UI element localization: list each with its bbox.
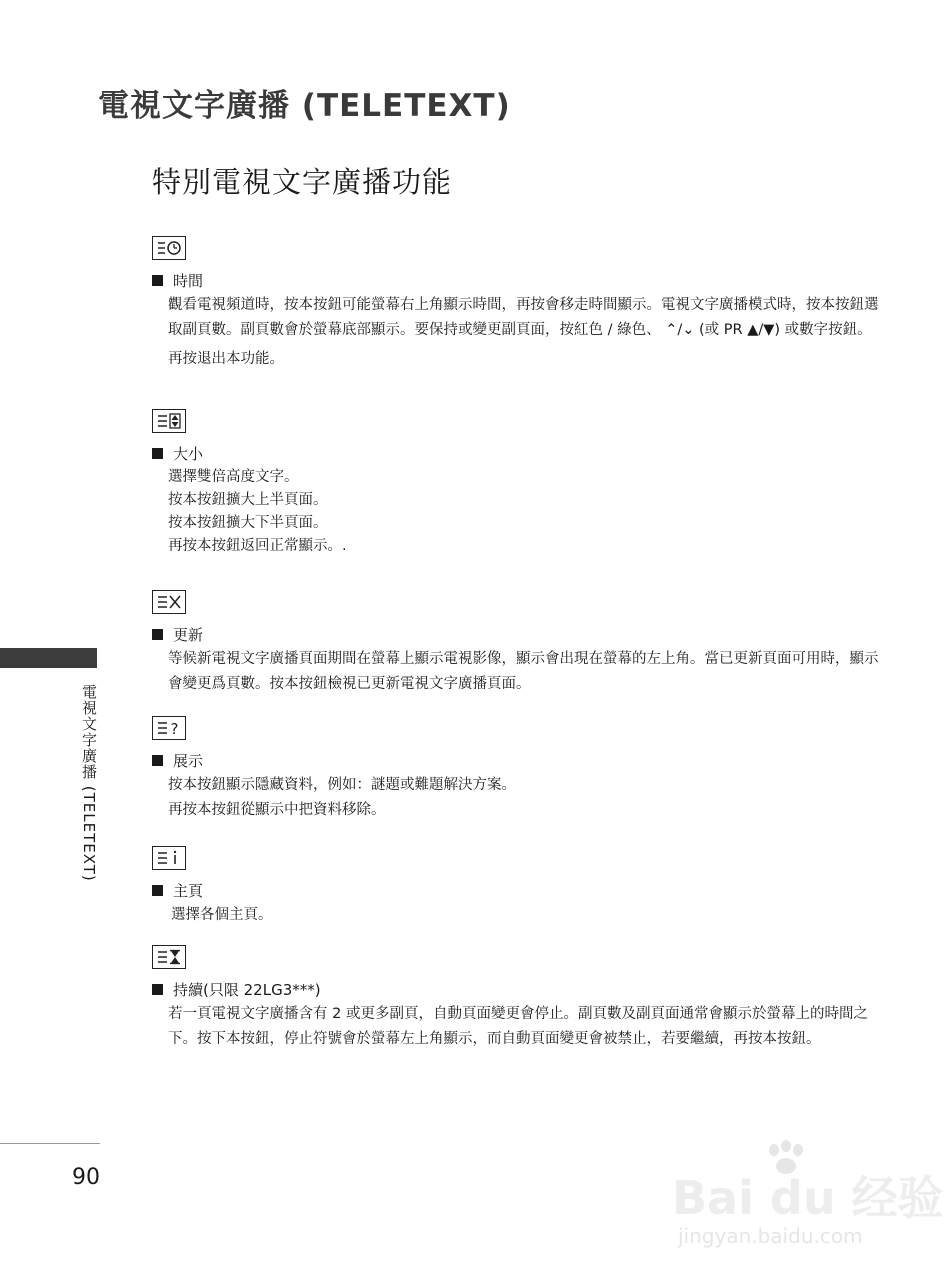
bullet-square-icon bbox=[152, 755, 163, 766]
page-title: 電視文字廣播 (TELETEXT) bbox=[98, 88, 511, 124]
hold-section bbox=[152, 945, 892, 1052]
bullet-square-icon bbox=[152, 885, 163, 896]
chapter-label: 電視文字廣播 (TELETEXT) bbox=[80, 684, 98, 882]
footer-rule bbox=[0, 1143, 100, 1144]
time-section bbox=[152, 236, 892, 372]
reveal-section bbox=[152, 716, 892, 823]
size-button-icon bbox=[152, 409, 186, 433]
size-line: 再按本按鈕返回正常顯示。. bbox=[168, 538, 347, 554]
size-line: 選擇雙倍高度文字。 bbox=[168, 469, 299, 485]
reveal-heading: 展示 bbox=[152, 750, 892, 771]
bullet-square-icon bbox=[152, 275, 163, 286]
section-title: 特別電視文字廣播功能 bbox=[152, 165, 453, 199]
chapter-tab bbox=[0, 648, 97, 668]
page-number: 90 bbox=[72, 1165, 100, 1190]
time-heading: 時間 bbox=[152, 270, 892, 291]
hold-button-icon bbox=[152, 945, 186, 969]
time-button-icon bbox=[152, 236, 186, 260]
bullet-square-icon bbox=[152, 984, 163, 995]
hold-description: 若一頁電視文字廣播含有 2 或更多副頁，自動頁面變更會停止。副頁數及副頁面通常會顯示於螢幕上的時間之下。按下本按鈕，停止符號會於螢幕左上角顯示，而自動頁面變更會被禁止，若要繼續，再按本按鈕。 bbox=[168, 1006, 868, 1047]
time-description: 觀看電視頻道時，按本按鈕可能螢幕右上角顯示時間，再按會移走時間顯示。電視文字廣播模式時，按本按鈕選取副頁數。副頁數會於螢幕底部顯示。要保持或變更副頁面，按紅色 / 綠色、 ⌃/⌄ (或 PR ▲/▼) 或數字按鈕。 bbox=[168, 297, 879, 338]
size-heading: 大小 bbox=[152, 443, 892, 464]
index-section bbox=[152, 846, 892, 928]
size-section bbox=[152, 409, 892, 558]
bullet-square-icon bbox=[152, 629, 163, 640]
index-heading: 主頁 bbox=[152, 880, 892, 901]
reveal-button-icon bbox=[152, 716, 186, 740]
reveal-line: 按本按鈕顯示隱藏資料，例如：謎題或難題解決方案。 bbox=[168, 777, 516, 793]
bullet-square-icon bbox=[152, 448, 163, 459]
update-description: 等候新電視文字廣播頁面期間在螢幕上顯示電視影像，顯示會出現在螢幕的左上角。當已更新頁面可用時，顯示會變更爲頁數。按本按鈕檢視已更新電視文字廣播頁面。 bbox=[168, 651, 879, 692]
reveal-line: 再按本按鈕從顯示中把資料移除。 bbox=[168, 802, 386, 818]
watermark-url: jingyan.baidu.com bbox=[678, 1224, 863, 1248]
baidu-watermark bbox=[672, 1140, 944, 1270]
watermark-logo-text: Bai du 经验 bbox=[672, 1171, 944, 1225]
svg-text:?: ? bbox=[170, 720, 179, 737]
time-exit-note: 再按退出本功能。 bbox=[168, 351, 284, 367]
update-button-icon bbox=[152, 590, 186, 614]
index-line: 選擇各個主頁。 bbox=[171, 907, 273, 923]
size-line: 按本按鈕擴大下半頁面。 bbox=[168, 515, 328, 531]
update-section bbox=[152, 590, 892, 697]
update-heading: 更新 bbox=[152, 624, 892, 645]
size-line: 按本按鈕擴大上半頁面。 bbox=[168, 492, 328, 508]
hold-heading: 持續(只限 22LG3***) bbox=[152, 979, 892, 1000]
index-button-icon bbox=[152, 846, 186, 870]
